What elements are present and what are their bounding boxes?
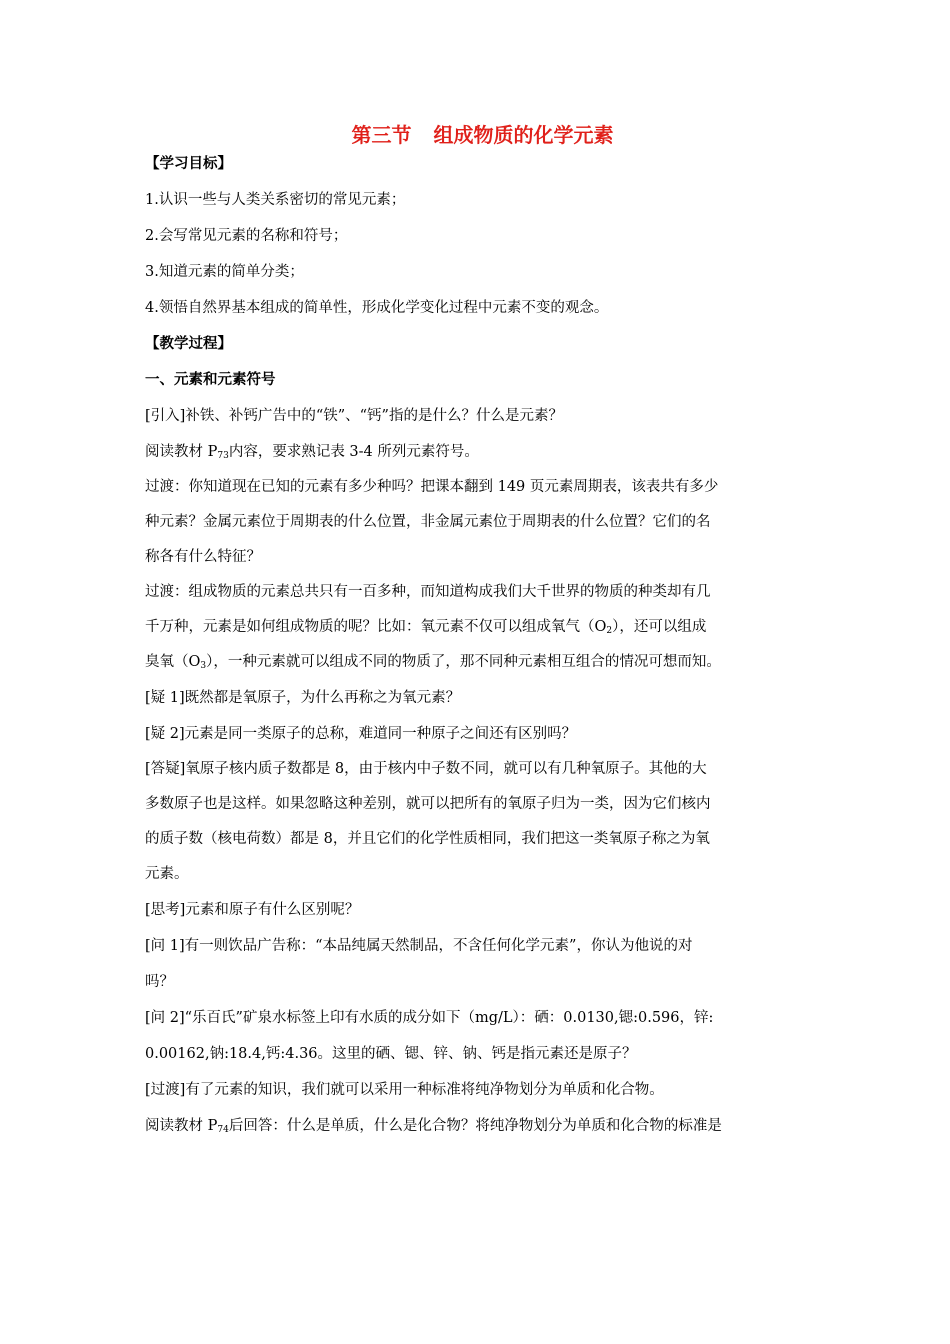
question-paragraph-line: 吗？ xyxy=(145,974,174,990)
section-heading: 一、元素和元素符号 xyxy=(145,372,276,388)
intro-paragraph: [引入]补铁、补钙广告中的“铁”、“钙”指的是什么？什么是元素？ xyxy=(145,408,563,424)
transition-paragraph-line: 过渡：组成物质的元素总共只有一百多种，而知道构成我们大千世界的物质的种类却有几 xyxy=(145,584,711,600)
transition-paragraph-line: 种元素？金属元素位于周期表的什么位置，非金属元素位于周期表的什么位置？它们的名 xyxy=(145,514,711,530)
title-section-number: 第三节 xyxy=(351,123,412,147)
title-topic: 组成物质的化学元素 xyxy=(433,123,614,147)
answer-paragraph-line: [答疑]氧原子核内质子数都是 8，由于核内中子数不同，就可以有几种氧原子。其他的大 xyxy=(145,761,707,777)
transition-paragraph-line: 千万种，元素是如何组成物质的呢？比如：氧元素不仅可以组成氧气$(O_2)$，还可以组成 xyxy=(145,619,707,636)
reading-instruction: 阅读教材 $P_{73}$内容，要求熟记表 3-4 所列元素符号。 xyxy=(145,444,479,461)
document-page xyxy=(145,120,810,1144)
transition-paragraph: [过渡]有了元素的知识，我们就可以采用一种标准将纯净物划分为单质和化合物。 xyxy=(145,1082,664,1098)
process-heading: 【教学过程】 xyxy=(145,336,232,352)
transition-paragraph-line: 称各有什么特征？ xyxy=(145,549,261,565)
objective-item: 2.会写常见元素的名称和符号； xyxy=(145,228,348,244)
reading-instruction: 阅读教材 $P_{74}$后回答：什么是单质，什么是化合物？将纯净物划分为单质和化合物的标准是 xyxy=(145,1118,722,1135)
page-title xyxy=(145,120,810,150)
question-paragraph-line: [问 1]有一则饮品广告称：“本品纯属天然制品，不含任何化学元素”，你认为他说的对 xyxy=(145,938,693,954)
answer-paragraph-line: 多数原子也是这样。如果忽略这种差别，就可以把所有的氧原子归为一类，因为它们核内 xyxy=(145,796,711,812)
objectives-heading: 【学习目标】 xyxy=(145,156,232,172)
objective-item: 3.知道元素的简单分类； xyxy=(145,264,304,280)
think-paragraph: [思考]元素和原子有什么区别呢？ xyxy=(145,902,360,918)
transition-paragraph-line: 臭氧$(O_3)$，一种元素就可以组成不同的物质了，那不同种元素相互组合的情况可想而知。 xyxy=(145,654,721,671)
answer-paragraph-line: 元素。 xyxy=(145,866,189,882)
answer-paragraph-line: 的质子数（核电荷数）都是 8，并且它们的化学性质相同，我们把这一类氧原子称之为氧 xyxy=(145,831,710,847)
objective-item: 4.领悟自然界基本组成的简单性，形成化学变化过程中元素不变的观念。 xyxy=(145,300,609,316)
objective-item: 1.认识一些与人类关系密切的常见元素； xyxy=(145,192,406,208)
question-paragraph-line: 0.00162,钠:18.4,钙:4.36。这里的硒、锶、锌、钠、钙是指元素还是原子？ xyxy=(145,1046,637,1062)
doubt-paragraph: [疑 1]既然都是氧原子，为什么再称之为氧元素？ xyxy=(145,690,461,706)
transition-paragraph-line: 过渡：你知道现在已知的元素有多少种吗？把课本翻到 149 页元素周期表，该表共有多少 xyxy=(145,479,719,495)
doubt-paragraph: [疑 2]元素是同一类原子的总称，难道同一种原子之间还有区别吗？ xyxy=(145,726,577,742)
question-paragraph-line: [问 2]“乐百氏”矿泉水标签上印有水质的成分如下（mg/L）：硒：0.0130,锶:0.596，锌: xyxy=(145,1010,714,1026)
